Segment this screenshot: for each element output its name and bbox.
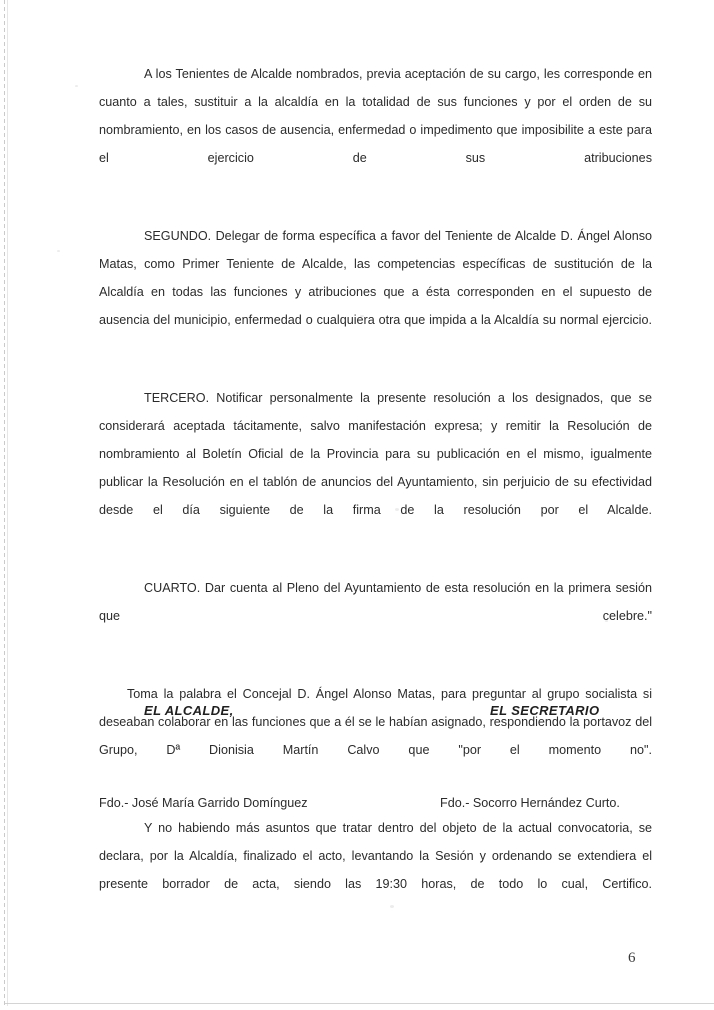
signature-name-alcalde: Fdo.- José María Garrido Domínguez: [99, 796, 308, 810]
signature-titles-row: [99, 703, 652, 725]
paragraph-cierre-sesion: Y no habiendo más asuntos que tratar dentro del objeto de la actual convocatoria, se declara, por la Alcaldía, finalizado el acto, levantando la Sesión y ordenando se extendiera el presente borrador de acta, siendo las 19:30 horas, de todo lo cual, Certifico.: [99, 821, 652, 891]
paragraph-cuarto: CUARTO. Dar cuenta al Pleno del Ayuntamiento de esta resolución en la primera sesión que celebre.": [99, 581, 652, 623]
paragraph-tenientes-alcalde: A los Tenientes de Alcalde nombrados, previa aceptación de su cargo, les corresponde en cuanto a tales, sustituir a la alcaldía en la totalidad de sus funciones y por el orden de su nombramiento, en los casos de ausencia, enfermedad o impedimento que imposibilite a este para el ejercicio de sus atribuciones: [99, 67, 652, 165]
signature-names-row: [99, 796, 652, 816]
paragraph-segundo: SEGUNDO. Delegar de forma específica a favor del Teniente de Alcalde D. Ángel Alonso Matas, como Primer Teniente de Alcalde, las competencias específicas de sustitución de la Alcaldía en todas las funciones y atribuciones que a ésta corresponden en el supuesto de ausencia del municipio, enfermedad o cualquiera otra que impida a la Alcaldía su normal ejercicio.: [99, 229, 652, 327]
scan-edge-artifact-bottom: [4, 1003, 714, 1004]
scan-speck: [57, 250, 60, 252]
page-number: 6: [628, 950, 636, 966]
signature-name-secretario: Fdo.- Socorro Hernández Curto.: [440, 796, 620, 810]
paragraph-toma-la-palabra: Toma la palabra el Concejal D. Ángel Alonso Matas, para preguntar al grupo socialista si deseaban colaborar en las funciones que a él se le habían asignado, respondiendo la portavoz del Grupo, Dª Dionisia Martín Calvo que "por el momento no".: [99, 687, 652, 757]
scan-edge-artifact-left: [4, 0, 5, 1006]
paragraph-tercero: TERCERO. Notificar personalmente la presente resolución a los designados, que se considerará aceptada tácitamente, salvo manifestación expresa; y remitir la Resolución de nombramiento al Boletín Oficial de la Provincia para su publicación en el mismo, igualmente publicar la Resolución en el tablón de anuncios del Ayuntamiento, sin perjuicio de su efectividad desde el día siguiente de la firma de la resolución por el Alcalde.: [99, 391, 652, 517]
scan-speck: [75, 85, 78, 87]
scan-edge-artifact-left-secondary: [7, 0, 8, 1006]
signature-title-alcalde: EL ALCALDE,: [144, 703, 234, 718]
signature-title-secretario: EL SECRETARIO: [490, 703, 600, 718]
